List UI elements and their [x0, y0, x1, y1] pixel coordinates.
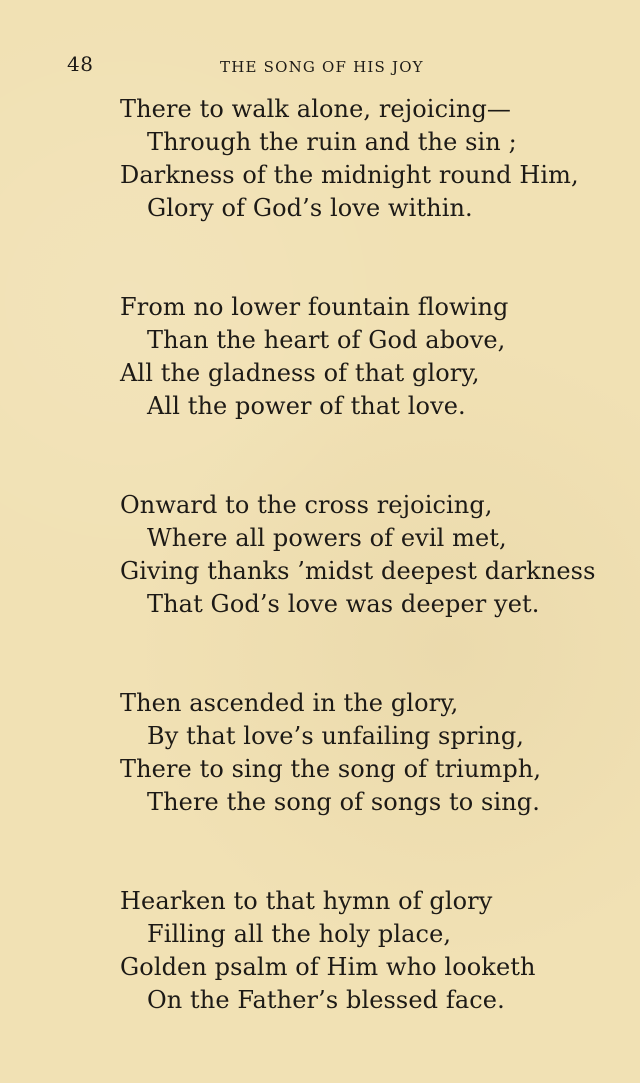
poem: [120, 93, 610, 1083]
poem-line: Glory of God’s love within.: [147, 194, 473, 222]
poem-line: Onward to the cross rejoicing,: [120, 491, 493, 519]
page-number: 48: [67, 52, 94, 76]
poem-line: There the song of songs to sing.: [147, 788, 540, 816]
poem-line: All the gladness of that glory,: [120, 359, 480, 387]
poem-line: There to sing the song of triumph,: [120, 755, 542, 783]
poem-line: All the power of that love.: [147, 392, 466, 420]
poem-line: From no lower fountain flowing: [120, 293, 509, 321]
stanza-2: [120, 291, 610, 423]
poem-line: Hearken to that hymn of glory: [120, 887, 493, 915]
poem-line: By that love’s unfailing spring,: [147, 722, 525, 750]
poem-line: Than the heart of God above,: [147, 326, 506, 354]
poem-line: Giving thanks ’midst deepest darkness: [120, 557, 596, 585]
poem-line: Golden psalm of Him who looketh: [120, 953, 536, 981]
poem-line: Darkness of the midnight round Him,: [120, 161, 579, 189]
stanza-5: [120, 885, 610, 1017]
stanza-1: [120, 93, 610, 225]
running-title: THE SONG OF HIS JOY: [220, 58, 424, 76]
poem-line: Then ascended in the glory,: [120, 689, 459, 717]
poem-line: That God’s love was deeper yet.: [147, 590, 540, 618]
poem-line: Through the ruin and the sin ;: [147, 128, 517, 156]
poem-line: There to walk alone, rejoicing—: [120, 95, 512, 123]
stanza-3: [120, 489, 610, 621]
stanza-4: [120, 687, 610, 819]
poem-line: On the Father’s blessed face.: [147, 986, 505, 1014]
poem-line: Where all powers of evil met,: [147, 524, 507, 552]
poem-line: Filling all the holy place,: [147, 920, 452, 948]
